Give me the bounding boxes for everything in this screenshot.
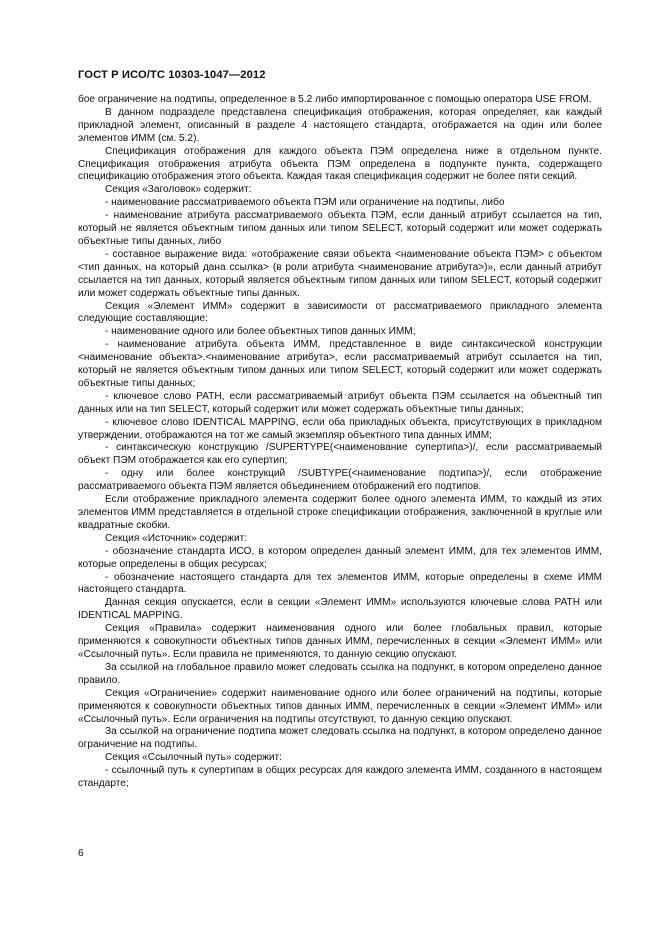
list-item: - наименование атрибута объекта ИММ, представленное в виде синтаксической конструкции <наименование объекта>.<наименование атрибута>, если рассматриваемый атрибут ссылается на тип, который не является объектным типом данных или типом SELECT, который содержит или может содержать объектные типы данных; xyxy=(78,339,602,389)
paragraph: Секция «Заголовок» содержит: xyxy=(105,184,252,196)
list-item: - ключевое слово PATH, если рассматриваемый атрибут объекта ПЭМ ссылается на объектный тип данных или на тип SELECT, который содержит или может содержать объектные типы данных; xyxy=(78,390,602,415)
paragraph: Секция «Источник» содержит: xyxy=(105,532,248,544)
paragraph: Если отображение прикладного элемента содержит более одного элемента ИММ, то каждый из этих элементов ИММ представляется в отдельной строке спецификации отображения, заключенной в круглые или квадратные скобки. xyxy=(78,494,602,531)
list-item: - одну или более конструкций /SUBTYPE(<наименование подтипа>)/, если отображение рассматриваемого объекта ПЭМ является объединением отображений его подтипов. xyxy=(78,468,602,493)
list-item: - обозначение стандарта ИСО, в котором определен данный элемент ИММ, для тех элементов ИММ, которые определены в общих ресурсах; xyxy=(78,545,602,570)
paragraph: Секция «Правила» содержит наименования одного или более глобальных правил, которые применяются к совокупности объектных типов данных ИММ, перечисленных в секции «Элемент ИММ» или «Ссылочный путь». Если правила не применяются, то данную секцию опускают. xyxy=(78,623,602,660)
paragraph: бое ограничение на подтипы, определенное в 5.2 либо импортированное с помощью оператора USE FROM. xyxy=(78,94,592,105)
paragraph: Секция «Ссылочный путь» содержит: xyxy=(105,752,282,764)
list-item: - ссылочный путь к супертипам в общих ресурсах для каждого элемента ИММ, созданного в настоящем стандарте; xyxy=(78,765,602,790)
paragraph: Данная секция опускается, если в секции «Элемент ИММ» используются ключевые слова PATH или IDENTICAL MAPPING. xyxy=(78,597,602,622)
list-item: - наименование одного или более объектных типов данных ИММ; xyxy=(105,326,416,338)
list-item: - составное выражение вида: «отображение связи объекта <наименование объекта ПЭМ> с объектом <тип данных, на который дана ссылка> (в роли атрибута <наименование атрибута>)», если данный атрибут ссылается на тип данных, который является объектным типом данных или типом SELECT, который содержит или может содержать объектные типы данных. xyxy=(78,248,602,299)
list-item: - наименование атрибута рассматриваемого объекта ПЭМ, если данный атрибут ссылается на тип, который не является объектным типом данных или типом SELECT, который содержит или может содержать объектные типы данных, либо xyxy=(78,210,602,247)
paragraph: В данном подразделе представлена спецификация отображения, которая определяет, как каждый прикладной элемент, описанный в разделе 4 настоящего стандарта, отображается на один или более элементов ИММ (см. 5.2). xyxy=(78,106,602,144)
paragraph: Секция «Ограничение» содержит наименование одного или более ограничений на подтипы, которые применяются к совокупности объектных типов данных ИММ, перечисленных в секции «Элемент ИММ» или «Ссылочный путь». Если ограничения на подтипы отсутствуют, то данную секцию опускают. xyxy=(78,687,602,725)
page-number: 6 xyxy=(78,848,84,859)
document-body xyxy=(78,94,602,791)
paragraph: Секция «Элемент ИММ» содержит в зависимости от рассматриваемого прикладного элемента следующие составляющие: xyxy=(78,300,602,325)
list-item: - обозначение настоящего стандарта для тех элементов ИММ, которые определены в схеме ИММ настоящего стандарта. xyxy=(78,571,602,596)
list-item: - синтаксическую конструкцию /SUPERTYPE(<наименование супертипа>)/, если рассматриваемый объект ПЭМ отображается как его супертип; xyxy=(78,442,602,467)
paragraph: Спецификация отображения для каждого объекта ПЭМ определена ниже в отдельном пункте. Спецификация отображения атрибута объекта ПЭМ определена в подпункте пункта, содержащего спецификацию отображения этого объекта. Каждая такая спецификация содержит не более пяти секций. xyxy=(78,145,602,183)
list-item: - ключевое слово IDENTICAL MAPPING, если оба прикладных объекта, присутствующих в прикладном утверждении, отображаются на тот же самый экземпляр объектного типа данных ИММ; xyxy=(78,416,602,441)
paragraph: За ссылкой на ограничение подтипа может следовать ссылка на подпункт, в котором определено данное ограничение на подтипы. xyxy=(78,726,602,751)
list-item: - наименование рассматриваемого объекта ПЭМ или ограничение на подтипы, либо xyxy=(105,197,505,209)
document-header: ГОСТ Р ИСО/ТС 10303-1047—2012 xyxy=(78,69,266,81)
paragraph: За ссылкой на глобальное правило может следовать ссылка на подпункт, в котором определено данное правило. xyxy=(78,661,602,686)
